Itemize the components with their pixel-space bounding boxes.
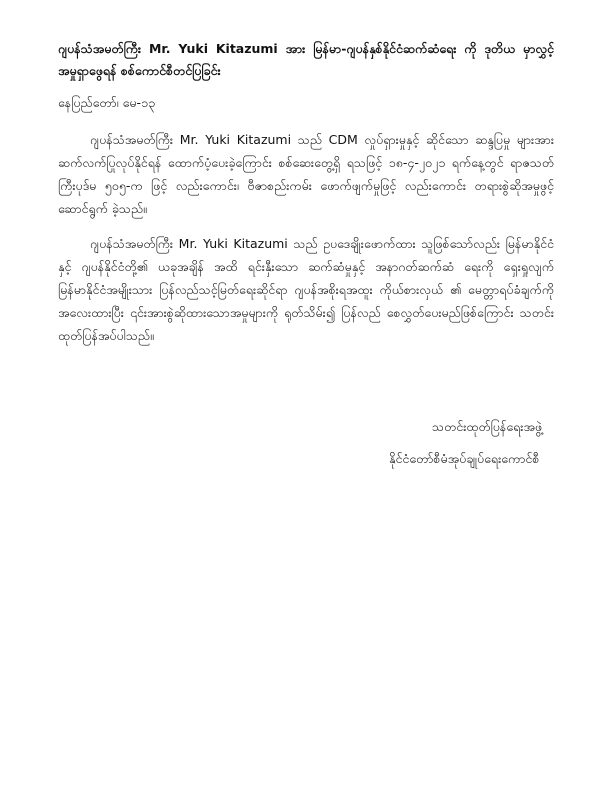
paragraph-2: ဂျပန်သံအမတ်ကြီး Mr. Yuki Kitazumi သည် ဥပဒေချိုးဖောက်ထား သူဖြစ်သော်လည်း မြန်မာနိုင်ငံနှင့် ဂျပန်နိုင်ငံတို့၏ ယခုအချိန် အထိ ရင်းနှီးသော ဆက်ဆံမှုနှင့် အနာဂတ်ဆက်ဆံ ရေးကို ရှေးရှုလျက် မြန်မာနိုင်ငံအမျိုးသား ပြန်လည်သင့်မြတ်ရေးဆိုင်ရာ ဂျပန်အစိုးရအထူး ကိုယ်စားလှယ် ၏ မေတ္တာရပ်ခံချက်ကို အလေးထားပြီး ၎င်းအားစွဲဆိုထားသောအမှုများကို ရုတ်သိမ်း၍ ပြန်လည် စေလွှတ်ပေးမည်ဖြစ်ကြောင်း သတင်းထုတ်ပြန်အပ်ပါသည်။ [58,236,554,343]
dateline: နေပြည်တော်၊ မေ-၁၃ [58,95,156,110]
signature-council: နိုင်ငံတော်စီမံအုပ်ချုပ်ရေးကောင်စီ [389,451,540,466]
headline: ဂျပန်သံအမတ်ကြီး Mr. Yuki Kitazumi အား မြန်မာ-ဂျပန်နှစ်နိုင်ငံဆက်ဆံရေး ကို ဒုတိယ မှာလွှင့် အမှုရှာဖွေရန် စစ်ကောင်စီတင်ပြခြင်း [58,41,554,78]
signature-office: သတင်းထုတ်ပြန်ရေးအဖွဲ့ [432,419,543,434]
paragraph-1: ဂျပန်သံအမတ်ကြီး Mr. Yuki Kitazumi သည် CDM လှုပ်ရှားမှုနှင့် ဆိုင်သော ဆန္ဒပြမှု များအား ဆက်လက်ပြုလုပ်နိုင်ရန် ထောက်ပံ့ပေးခဲ့ကြောင်း စစ်ဆေးတွေ့ရှိ ရသဖြင့် ၁၈-၄-၂၀၂၁ ရက်နေ့တွင် ရာဇသတ်ကြီးပုဒ်မ ၅၀၅-က ဖြင့် လည်းကောင်း၊ ဗီဇာစည်းကမ်း ဖောက်ဖျက်မှုဖြင့် လည်းကောင်း တရားစွဲဆိုအမှုဖွင့်ဆောင်ရွက် ခဲ့သည်။ [58,132,554,216]
